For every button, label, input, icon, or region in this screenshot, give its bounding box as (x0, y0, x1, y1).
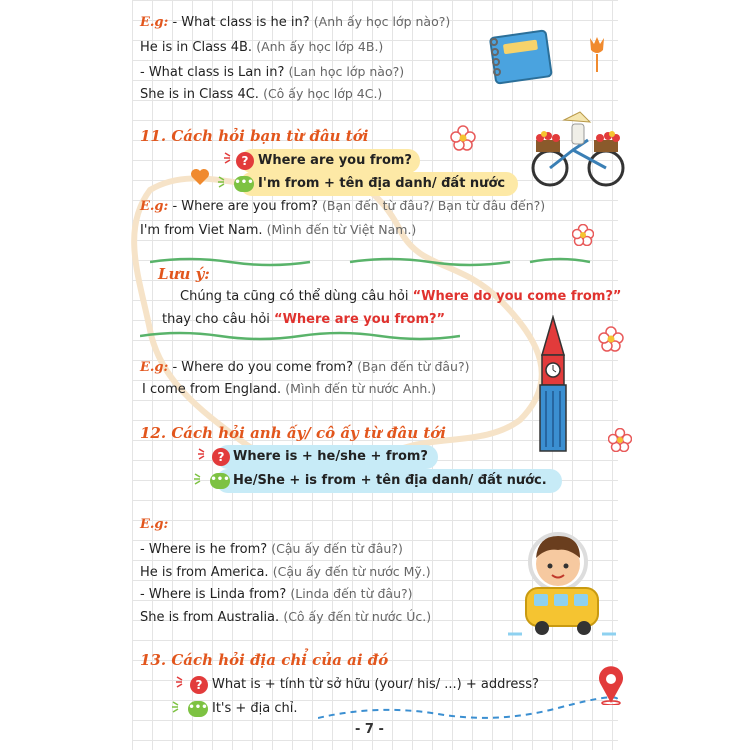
spark-icon (216, 174, 234, 190)
note-wave-line (150, 256, 610, 268)
note-label: Lưu ý: (158, 265, 210, 283)
tulip-icon (585, 34, 609, 74)
question-icon: ? (212, 448, 230, 466)
big-ben-illustration (528, 315, 578, 455)
example-line: I'm from Viet Nam. (Mình đến từ Việt Nam.) (140, 222, 417, 238)
example-line: - What class is Lan in? (Lan học lớp nào?) (140, 64, 405, 80)
eg-label: E.g: (140, 517, 169, 532)
section-11-heading: 11. Cách hỏi bạn từ đâu tới (140, 127, 369, 145)
flower-icon (572, 224, 594, 246)
location-pin-icon (596, 665, 626, 705)
example-line: E.g: - Where are you from? (Bạn đến từ đâu?/ Bạn từ đâu đến?) (140, 198, 546, 214)
eg-label: E.g: (140, 360, 169, 375)
answer-icon: ••• (234, 176, 254, 192)
flower-icon (598, 326, 624, 352)
example-line: E.g: - Where do you come from? (Bạn đến từ đâu?) (140, 359, 470, 375)
bicycle-illustration (528, 110, 628, 190)
answer-icon: ••• (188, 701, 208, 717)
spark-icon (174, 674, 192, 690)
section-12-heading: 12. Cách hỏi anh ấy/ cô ấy từ đâu tới (140, 424, 446, 442)
section-11-answer: I'm from + tên địa danh/ đất nước (258, 176, 506, 191)
page-number: - 7 - (355, 722, 384, 737)
boy-bus-illustration (508, 522, 618, 642)
section-13-question: What is + tính từ sở hữu (your/ his/ ...) + address? (212, 677, 539, 692)
example-line: He is from America. (Cậu ấy đến từ nước Mỹ.) (140, 564, 431, 580)
flower-icon (450, 125, 476, 151)
spark-icon (170, 699, 188, 715)
example-line: I come from England. (Mình đến từ nước Anh.) (142, 381, 437, 397)
spark-icon (196, 446, 214, 462)
heart-icon (190, 168, 210, 186)
note-line: Chúng ta cũng có thể dùng câu hỏi “Where do you come from?” (180, 289, 622, 304)
notebook-illustration (485, 28, 555, 88)
eg-label: E.g: (140, 199, 169, 214)
flower-icon (608, 428, 632, 452)
eg-label: E.g: (140, 15, 169, 30)
note-wave-line (140, 330, 460, 342)
section-12-question: Where is + he/she + from? (233, 449, 428, 464)
section-12-answer: He/She + is from + tên địa danh/ đất nước. (233, 473, 547, 488)
question-icon: ? (190, 676, 208, 694)
spark-icon (222, 150, 240, 166)
section-13-answer: It's + địa chỉ. (212, 701, 298, 716)
example-line: - Where is he from? (Cậu ấy đến từ đâu?) (140, 541, 403, 557)
question-icon: ? (236, 152, 254, 170)
example-line: She is in Class 4C. (Cô ấy học lớp 4C.) (140, 86, 383, 102)
spark-icon (192, 471, 210, 487)
answer-icon: ••• (210, 473, 230, 489)
note-line: thay cho câu hỏi “Where are you from?” (162, 312, 446, 327)
section-11-question: Where are you from? (258, 153, 412, 168)
example-line (140, 516, 168, 534)
section-13-heading: 13. Cách hỏi địa chỉ của ai đó (140, 651, 389, 669)
example-line: He is in Class 4B. (Anh ấy học lớp 4B.) (140, 39, 384, 55)
example-line: - Where is Linda from? (Linda đến từ đâu?) (140, 586, 413, 602)
example-line: She is from Australia. (Cô ấy đến từ nước Úc.) (140, 609, 432, 625)
example-line: E.g: - What class is he in? (Anh ấy học lớp nào?) (140, 14, 451, 30)
dashed-path (318, 694, 618, 724)
